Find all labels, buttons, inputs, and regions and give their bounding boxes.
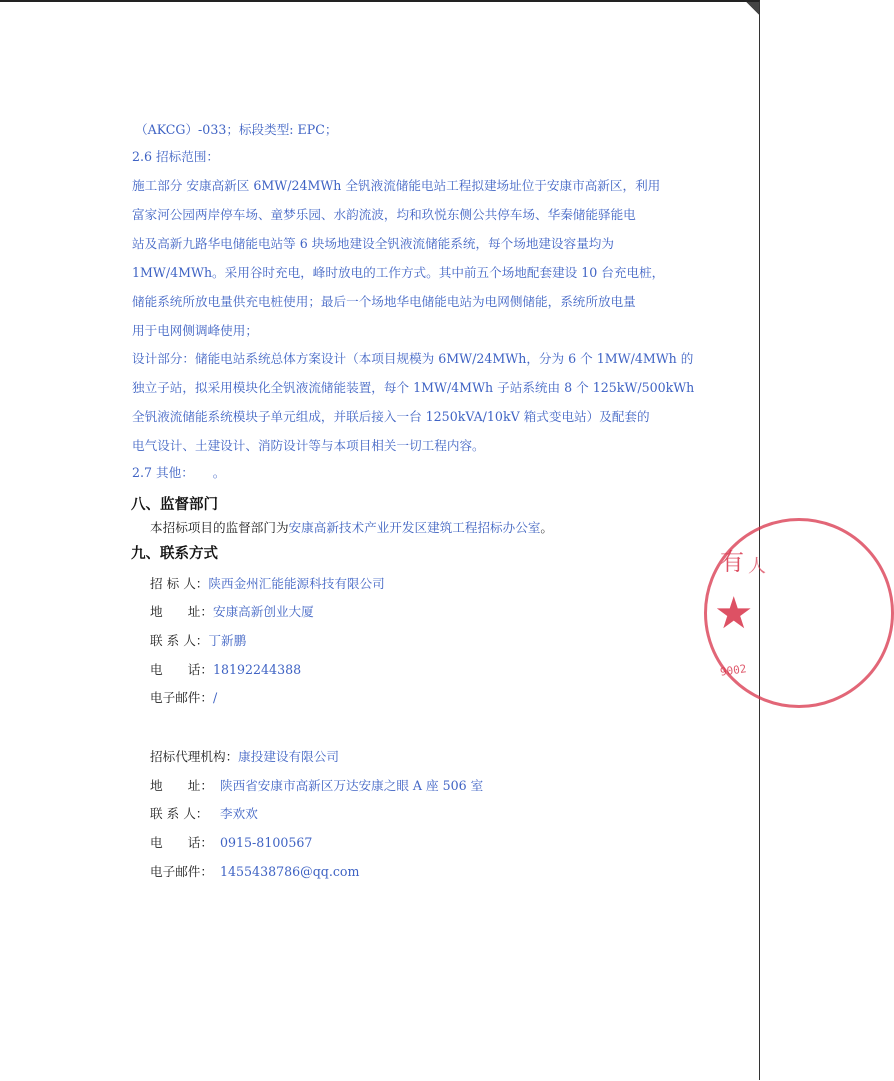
supervision-heading: 八、监督部门 (131, 497, 218, 513)
design-line: 电气设计、土建设计、消防设计等与本项目相关一切工程内容。 (132, 438, 485, 453)
construction-line: 储能系统所放电量供充电桩使用；最后一个场地华电储能电站为电网侧储能，系统所放电量 (132, 294, 636, 309)
agency-address-row (150, 775, 483, 794)
agency-contact-label: 联 系 人： (150, 806, 209, 821)
construction-line: 站及高新九路华电储能电站等 6 块场地建设全钒液流储能系统，每个场地建设容量均为 (132, 236, 614, 251)
seal-char: 人 (748, 556, 766, 577)
seal-code: 9002 (719, 662, 748, 679)
agency-contact-value: 李欢欢 (220, 806, 258, 821)
contact-heading: 九、联系方式 (131, 546, 218, 562)
agency-address-value: 陕西省安康市高新区万达安康之眼 A 座 506 室 (220, 778, 484, 793)
tenderer-email-value: / (212, 690, 218, 705)
tenderer-contact-label: 联 系 人： (150, 633, 209, 648)
supervision-suffix: 。 (540, 520, 553, 535)
seal-char: 有 (720, 548, 744, 576)
design-line: 全钒液流储能系统模块子单元组成，并联后接入一台 1250kVA/10kV 箱式变电站）及配套的 (132, 409, 650, 424)
company-seal (704, 518, 774, 708)
tenderer-email-label: 电子邮件： (150, 690, 213, 705)
project-code-line: （AKCG）-033；标段类型: EPC； (135, 122, 338, 137)
tenderer-contact-row (150, 630, 246, 649)
tenderer-address-value: 安康高新创业大厦 (212, 604, 314, 619)
tenderer-contact-value: 丁新鹏 (208, 633, 247, 648)
construction-line: 施工部分 安康高新区 6MW/24MWh 全钒液流储能电站工程拟建场址位于安康市高新区，利用 (132, 178, 661, 193)
tenderer-phone-row (150, 659, 301, 678)
construction-line: 富家河公园两岸停车场、童梦乐园、水韵流波，均和玖悦东侧公共停车场、华秦储能驿能电 (132, 207, 636, 222)
tenderer-address-label: 地 址： (150, 604, 213, 619)
other-subtitle: 2.7 其他： 。 (132, 465, 226, 480)
construction-line: 用于电网侧调峰使用； (132, 323, 258, 338)
page-corner-mark (743, 2, 759, 18)
agency-contact-row (150, 803, 258, 822)
tenderer-email-row (150, 687, 217, 706)
scope-subtitle: 2.6 招标范围： (132, 149, 220, 164)
agency-phone-row (150, 832, 312, 851)
agency-phone-value: 0915-8100567 (220, 835, 313, 850)
design-line: 设计部分：储能电站系统总体方案设计（本项目规模为 6MW/24MWh，分为 6 个 1MW/4MWh 的 (132, 351, 694, 366)
tenderer-name-value: 陕西金州汇能能源科技有限公司 (208, 576, 385, 591)
agency-name-value: 康投建设有限公司 (238, 749, 339, 764)
tenderer-address-row (150, 601, 314, 620)
supervision-prefix: 本招标项目的监督部门为 (150, 520, 289, 535)
supervision-text (150, 522, 553, 535)
tenderer-name-row (150, 573, 385, 592)
tenderer-phone-label: 电 话： (150, 662, 213, 677)
construction-line: 1MW/4MWh。采用谷时充电，峰时放电的工作方式。其中前五个场地配套建设 10 台充电桩， (132, 265, 665, 280)
agency-email-label: 电子邮件： (150, 864, 213, 879)
tenderer-phone-value: 18192244388 (212, 662, 302, 677)
supervision-office: 安康高新技术产业开发区建筑工程招标办公室 (288, 520, 541, 535)
agency-name-label: 招标代理机构： (150, 749, 239, 764)
design-line: 独立子站，拟采用模块化全钒液流储能装置，每个 1MW/4MWh 子站系统由 8 个 125kW/500kWh (132, 380, 695, 395)
tenderer-name-label: 招 标 人： (150, 576, 209, 591)
agency-email-row (150, 861, 359, 880)
agency-address-label: 地 址： (150, 778, 213, 793)
agency-phone-label: 电 话： (150, 835, 213, 850)
agency-name-row (150, 746, 339, 765)
agency-email-value: 1455438786@qq.com (220, 864, 360, 879)
seal-star-icon: ★ (714, 588, 754, 639)
